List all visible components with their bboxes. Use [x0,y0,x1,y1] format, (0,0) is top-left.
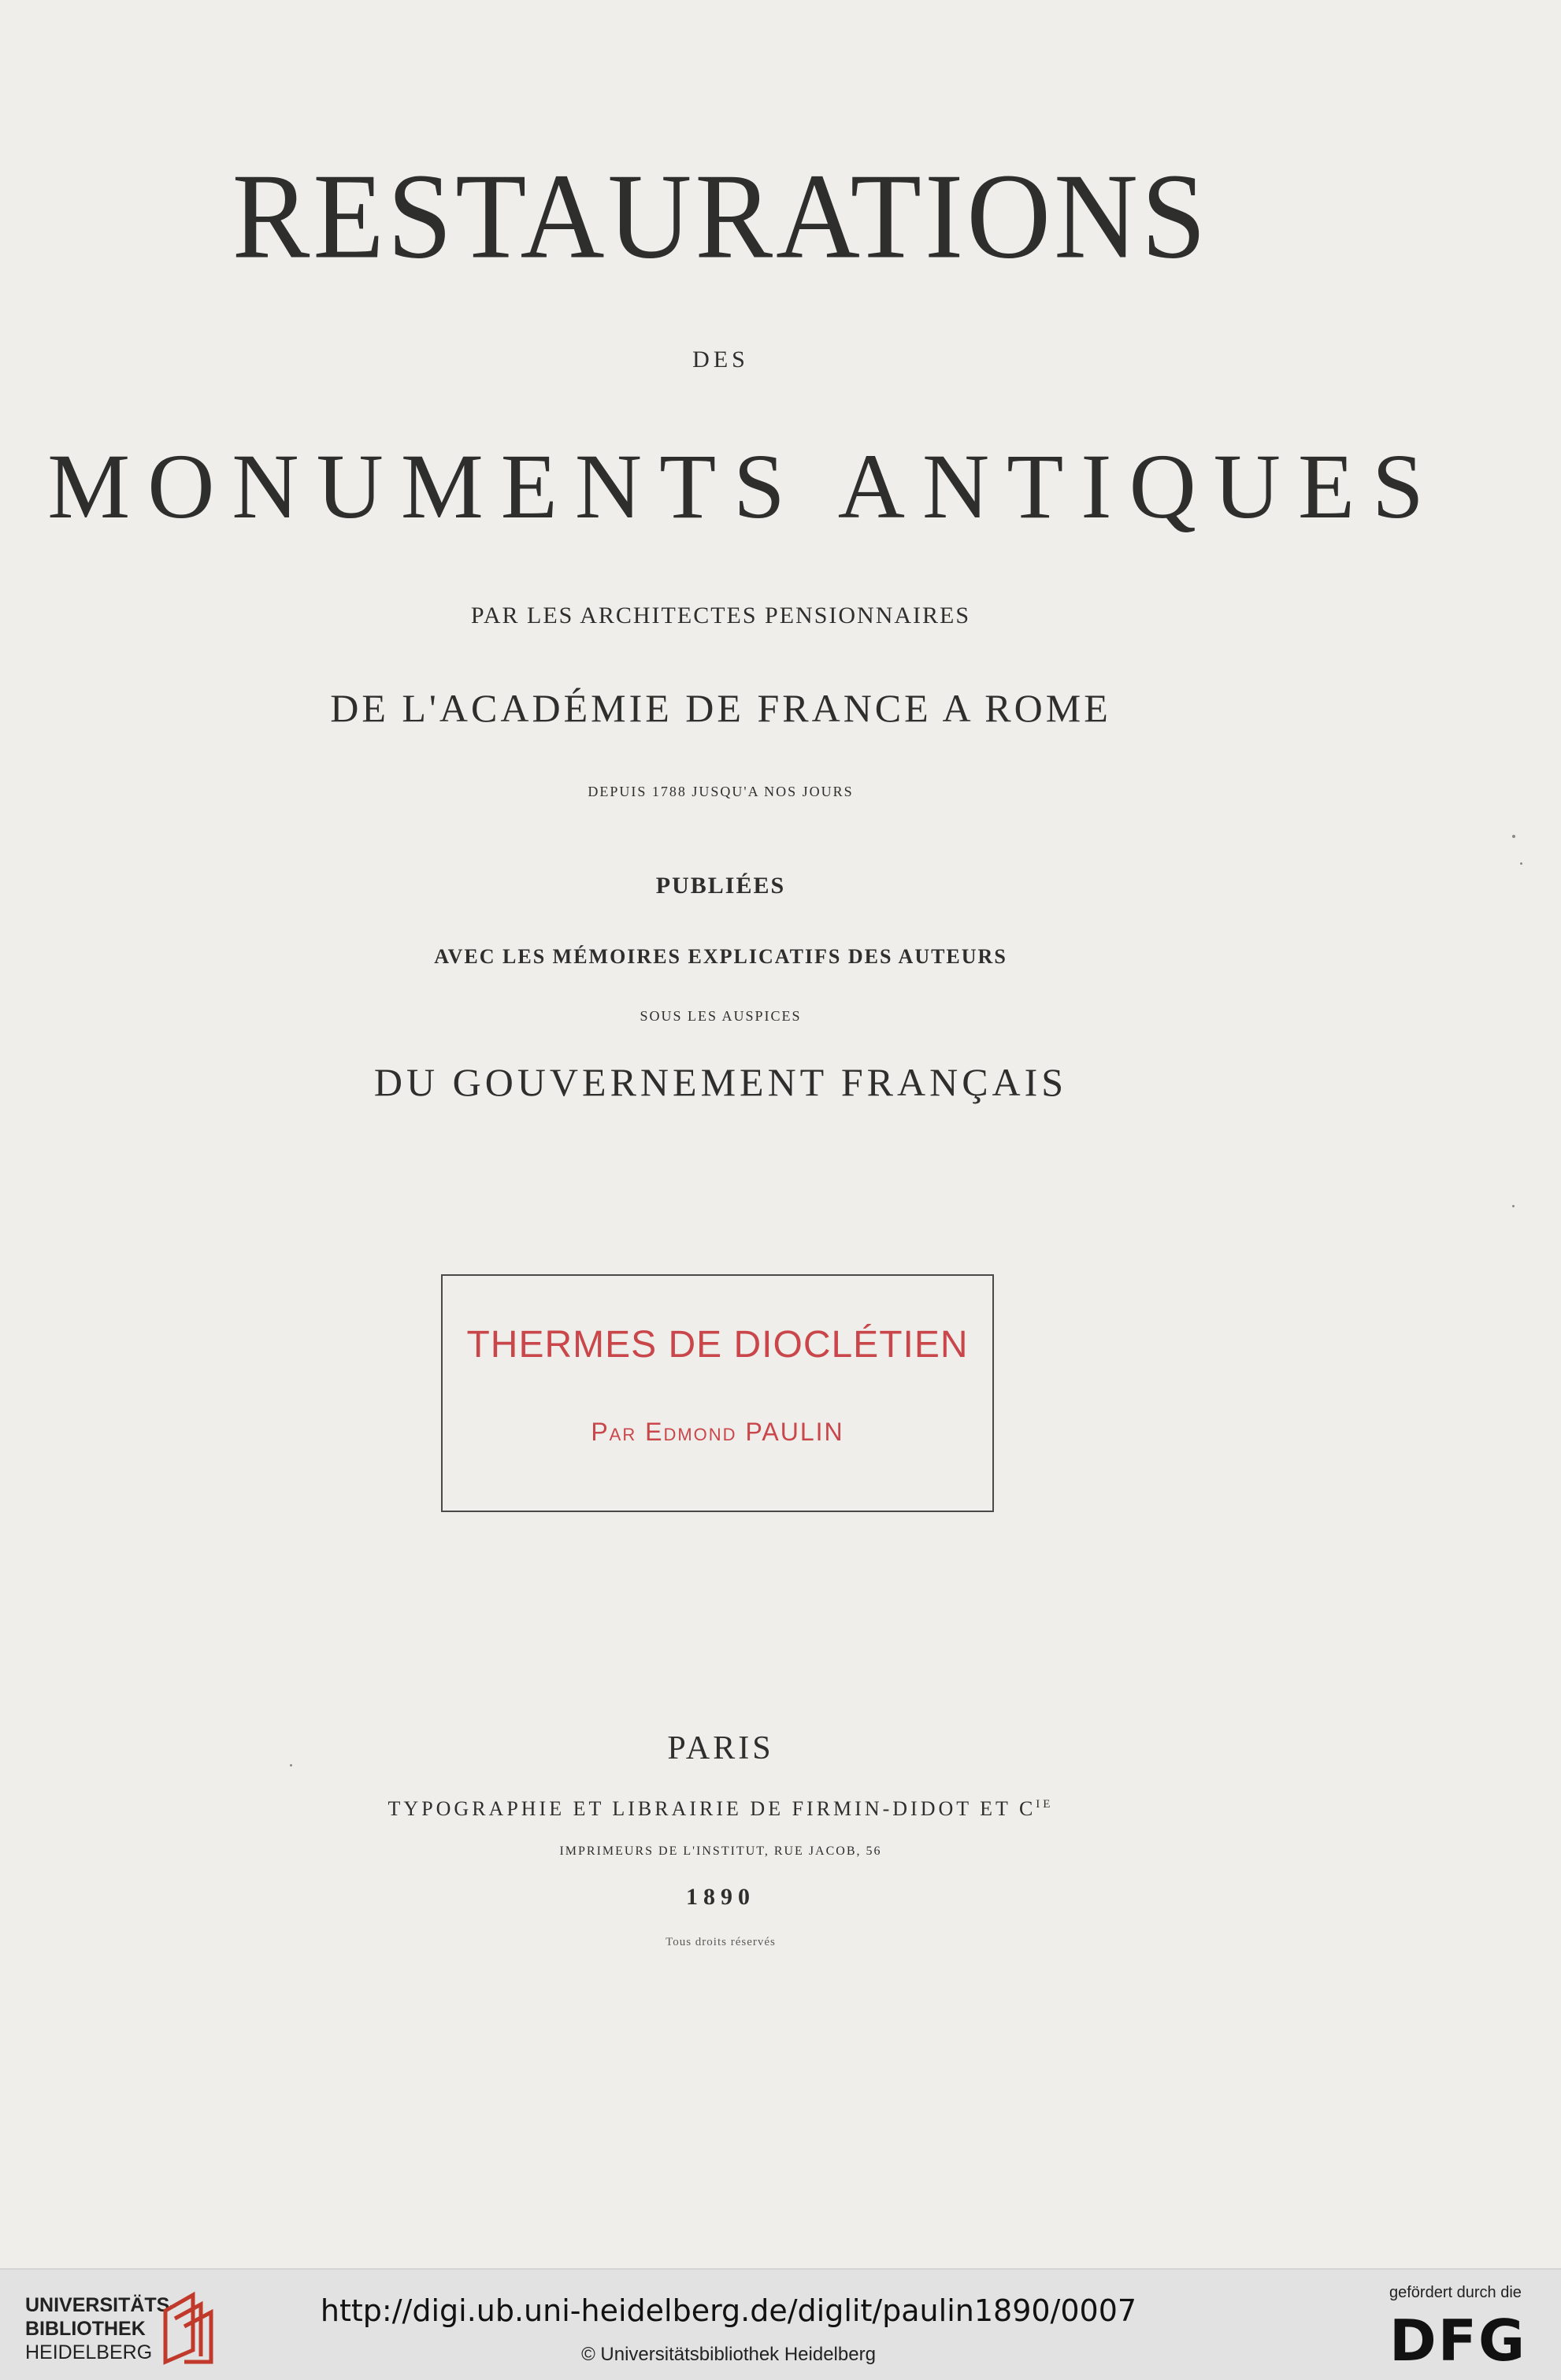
since-line: DEPUIS 1788 JUSQU'A NOS JOURS [588,784,854,799]
rights-notice: Tous droits réservés [666,1936,776,1948]
academy-line: DE L'ACADÉMIE DE FRANCE A ROME [330,686,1111,730]
library-line-3: HEIDELBERG [25,2341,153,2363]
permalink-url[interactable]: http://digi.ub.uni-heidelberg.de/diglit/paulin1890/0007 [320,2293,1137,2328]
document-subtitle: MONUMENTS ANTIQUES [47,435,1441,538]
paper-speck [290,1764,292,1766]
volume-title-frame [441,1274,994,1512]
dfg-logo: DFG [1389,2308,1527,2374]
library-logo-icon [158,2287,221,2366]
copyright-notice: © Universitätsbibliothek Heidelberg [581,2344,876,2365]
volume-title: THERMES DE DIOCLÉTIEN [466,1324,969,1366]
publisher-name: TYPOGRAPHIE ET LIBRAIRIE DE FIRMIN-DIDOT ET C [387,1797,1036,1820]
imprint-printers: IMPRIMEURS DE L'INSTITUT, RUE JACOB, 56 [559,1844,882,1858]
government-line: DU GOUVERNEMENT FRANÇAIS [373,1060,1068,1104]
funding-caption: gefördert durch die [1389,2284,1522,2301]
publisher-suffix: IE [1036,1798,1054,1811]
library-line-1: UNIVERSITÄTS- [25,2294,176,2316]
imprint-city: PARIS [667,1730,774,1766]
paper-speck [1512,835,1515,838]
imprint-year: 1890 [686,1884,755,1910]
imprint-publisher [0,1797,1441,1821]
published-line: PUBLIÉES [655,873,786,899]
by-line: PAR LES ARCHITECTES PENSIONNAIRES [470,602,971,628]
title-connector: DES [692,347,749,373]
viewer-footer [0,2268,1561,2380]
library-line-2: BIBLIOTHEK [25,2318,146,2340]
paper-speck [1512,1205,1515,1207]
auspices-line: SOUS LES AUSPICES [640,1008,802,1024]
document-title: RESTAURATIONS [232,148,1210,285]
volume-author: Par Edmond PAULIN [591,1418,844,1446]
library-name [25,2293,176,2364]
paper-speck [1520,862,1522,865]
memoirs-line: AVEC LES MÉMOIRES EXPLICATIFS DES AUTEURS [434,945,1007,968]
